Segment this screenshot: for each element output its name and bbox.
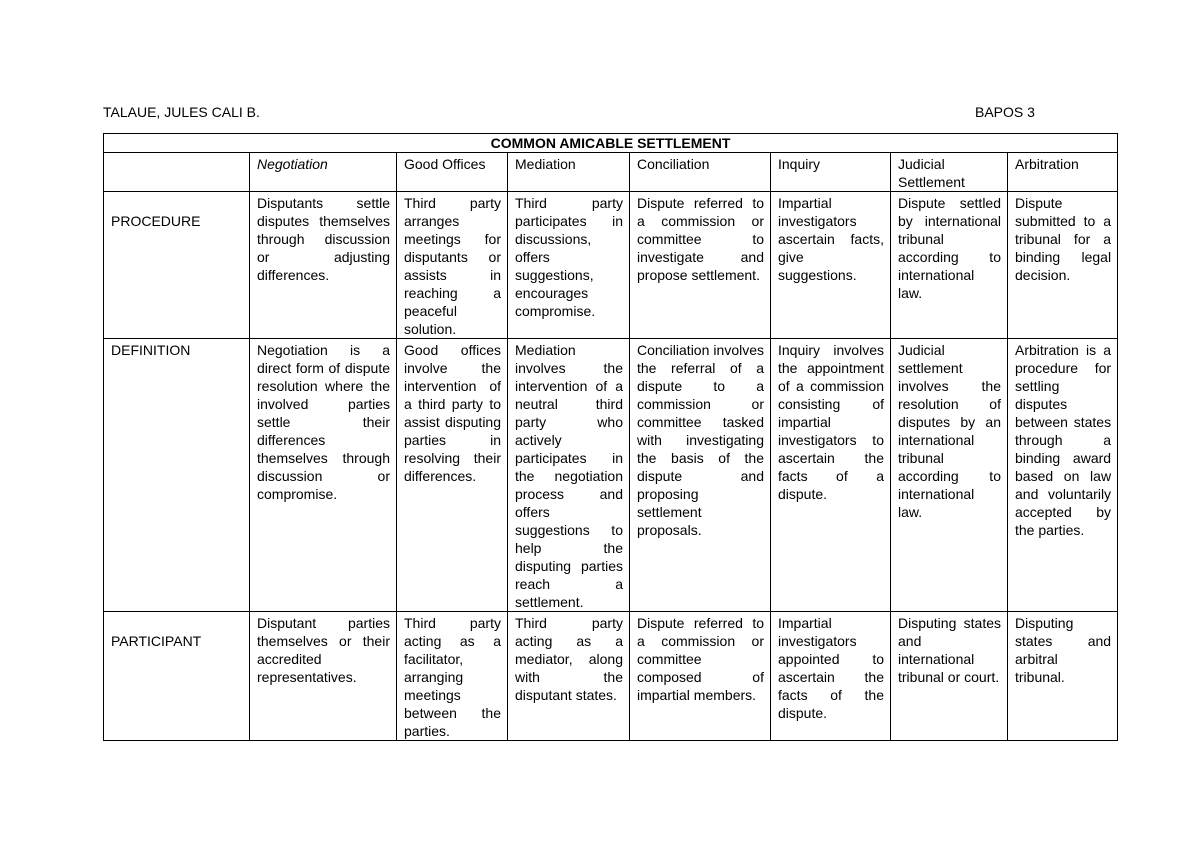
table-cell: Dispute referred to a commission or committee composed of impartial members.: [630, 612, 771, 741]
table-row-participant: [104, 612, 1118, 741]
corner-cell: [104, 153, 250, 192]
table-cell: Good offices involve the intervention of a third party to assist disputing parties in resolving their differences.: [397, 339, 508, 612]
column-header-arbitration: Arbitration: [1008, 153, 1118, 192]
table-cell: Third party acting as a mediator, along with the disputant states.: [508, 612, 630, 741]
table-cell: Disputing states and arbitral tribunal.: [1008, 612, 1118, 741]
table-cell: Negotiation is a direct form of dispute resolution where the involved parties settle their differences themselves through discussion or compromise.: [250, 339, 397, 612]
column-header-judicial-settlement: Judicial Settlement: [891, 153, 1008, 192]
column-header-negotiation: Negotiation: [250, 153, 397, 192]
table-cell: Impartial investigators appointed to ascertain the facts of the dispute.: [771, 612, 891, 741]
column-header-conciliation: Conciliation: [630, 153, 771, 192]
table-row-definition: [104, 339, 1118, 612]
section-label: BAPOS 3: [975, 104, 1035, 120]
table-row-procedure: [104, 192, 1118, 339]
table-cell: Judicial settlement involves the resolution of disputes by an international tribunal according to international law.: [891, 339, 1008, 612]
table-cell: Mediation involves the intervention of a neutral third party who actively participates in the negotiation process and offers suggestions to help the disputing parties reach a settlement.: [508, 339, 630, 612]
row-label-cell: [104, 612, 250, 741]
row-label-participant: PARTICIPANT: [111, 633, 202, 649]
column-header-row: [104, 153, 1118, 192]
column-header-mediation: Mediation: [508, 153, 630, 192]
table-cell: Arbitration is a procedure for settling disputes between states through a binding award based on law and voluntarily accepted by the parties.: [1008, 339, 1118, 612]
row-label-procedure: PROCEDURE: [111, 213, 201, 229]
table-cell: Inquiry involves the appointment of a commission consisting of impartial investigators to ascertain the facts of a dispute.: [771, 339, 891, 612]
settlement-table: [103, 133, 1118, 741]
table-cell: Disputing states and international tribunal or court.: [891, 612, 1008, 741]
row-label-definition: DEFINITION: [104, 339, 250, 612]
column-header-inquiry: Inquiry: [771, 153, 891, 192]
table-cell: Disputants settle disputes themselves through discussion or adjusting differences.: [250, 192, 397, 339]
table-cell: Dispute submitted to a tribunal for a binding legal decision.: [1008, 192, 1118, 339]
table-cell: Third party participates in discussions, offers suggestions, encourages compromise.: [508, 192, 630, 339]
table-cell: Conciliation involves the referral of a dispute to a commission or committee tasked with investigating the basis of the dispute and proposing settlement proposals.: [630, 339, 771, 612]
student-name: TALAUE, JULES CALI B.: [103, 104, 260, 120]
table-cell: Third party acting as a facilitator, arranging meetings between the parties.: [397, 612, 508, 741]
table-title: COMMON AMICABLE SETTLEMENT: [104, 134, 1118, 153]
table-cell: Dispute referred to a commission or committee to investigate and propose settlement.: [630, 192, 771, 339]
column-header-good-offices: Good Offices: [397, 153, 508, 192]
table-cell: Dispute settled by international tribunal according to international law.: [891, 192, 1008, 339]
table-cell: Third party arranges meetings for disputants or assists in reaching a peaceful solution.: [397, 192, 508, 339]
table-cell: Impartial investigators ascertain facts, give suggestions.: [771, 192, 891, 339]
table-cell: Disputant parties themselves or their accredited representatives.: [250, 612, 397, 741]
row-label-cell: [104, 192, 250, 339]
